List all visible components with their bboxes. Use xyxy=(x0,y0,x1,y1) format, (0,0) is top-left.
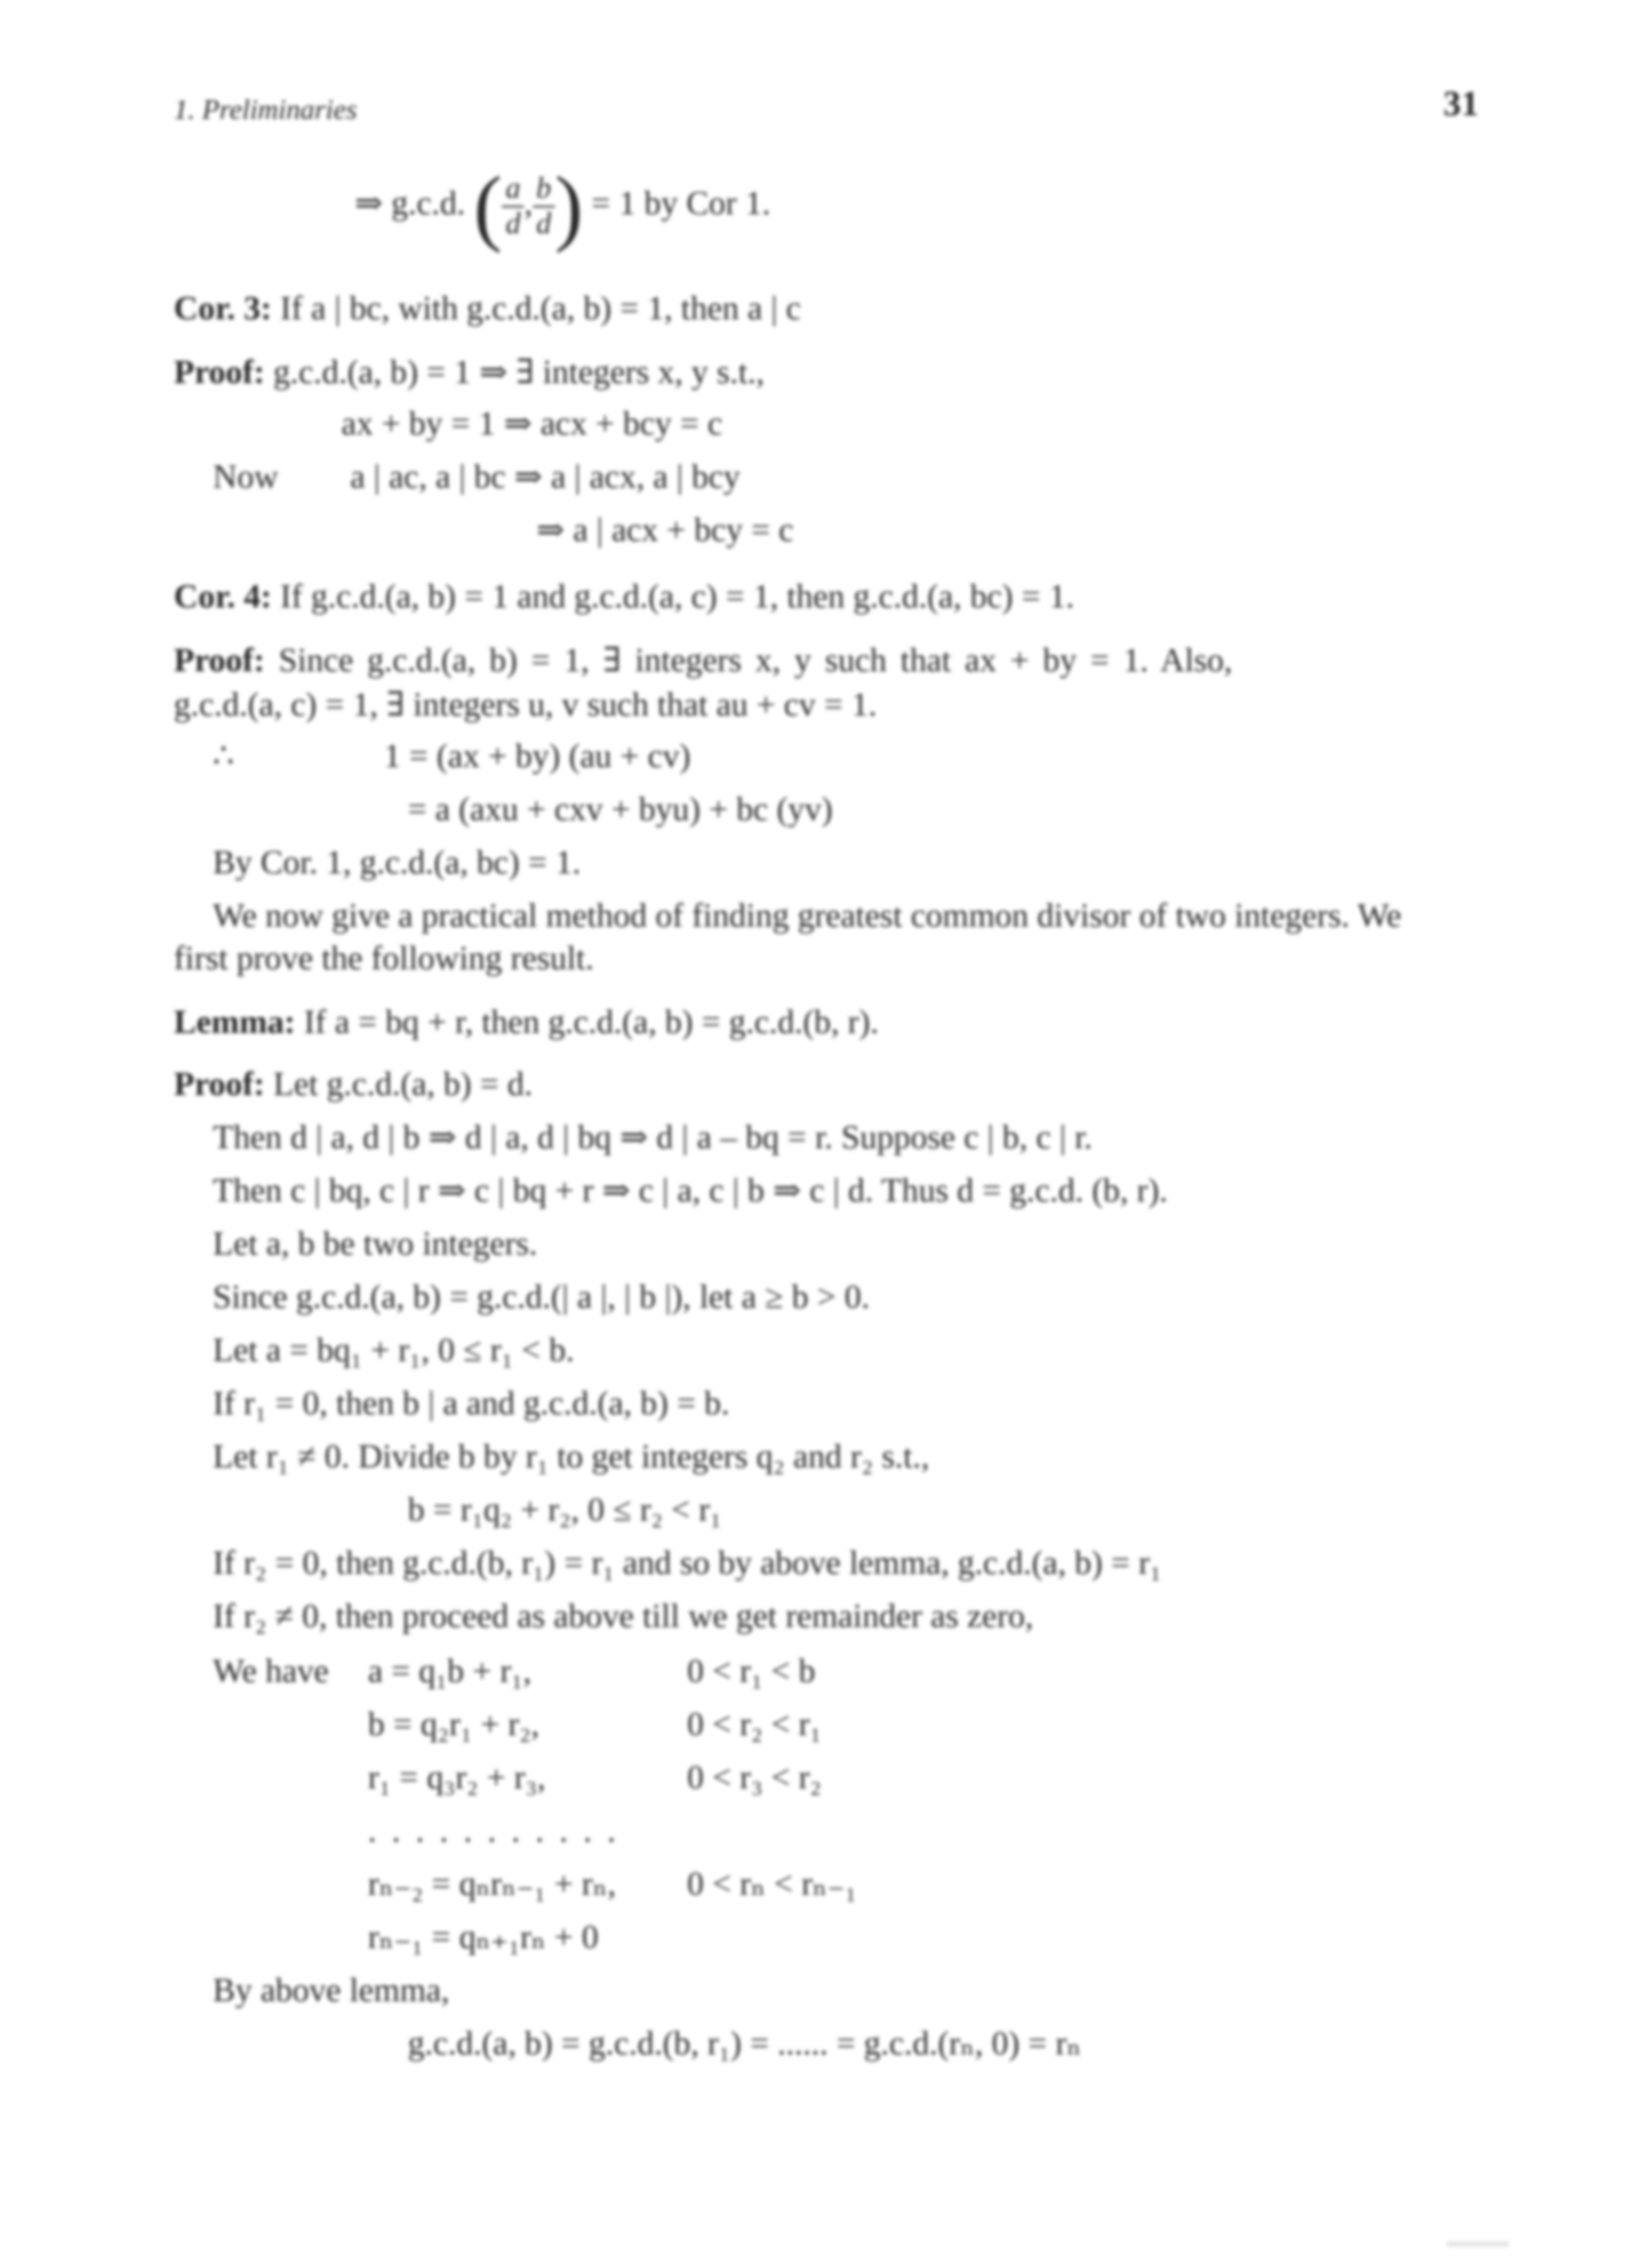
division-cond-2: 0 < r₂ < r₁ xyxy=(687,1706,822,1743)
division-cond-n: 0 < rₙ < rₙ₋₁ xyxy=(687,1865,857,1903)
division-eq-1: a = q₁b + r₁, xyxy=(368,1653,532,1690)
right-paren: ) xyxy=(554,159,583,254)
proof-3-line6: If r₁ = 0, then b | a and g.c.d.(a, b) = b. xyxy=(213,1385,730,1422)
ellipsis-row: . . . . . . . . . . . xyxy=(368,1812,620,1850)
proof-3-line10: If r₂ ≠ 0, then proceed as above till we get remainder as zero, xyxy=(213,1598,1034,1635)
division-eq-3: r₁ = q₃r₂ + r₃, xyxy=(368,1759,546,1796)
proof-2-conclusion: By Cor. 1, g.c.d.(a, bc) = 1. xyxy=(213,844,582,881)
page-number: 31 xyxy=(1443,83,1479,123)
proof-3-line5: Let a = bq₁ + r₁, 0 ≤ r₁ < b. xyxy=(213,1332,574,1369)
equation-gcd-fraction: ⇒ g.c.d. ( $\frac{a}{d}$ , $\frac{b}{d}$ ) = 1 by Cor 1. xyxy=(355,159,771,254)
division-cond-1: 0 < r₁ < b xyxy=(687,1653,816,1690)
paragraph-line-2: first prove the following result. xyxy=(174,940,594,977)
corollary-4: Cor. 4: If g.c.d.(a, b) = 1 and g.c.d.(a, c) = 1, then g.c.d.(a, bc) = 1. xyxy=(174,578,1074,615)
final-gcd-equation: g.c.d.(a, b) = g.c.d.(b, r₁) = ...... = g.c.d.(rₙ, 0) = rₙ xyxy=(408,2025,1082,2062)
proof-1-heading: Proof: g.c.d.(a, b) = 1 ⇒ ∃ integers x, y s.t., xyxy=(174,354,765,391)
paragraph-line-1: We now give a practical method of finding greatest common divisor of two integers. We xyxy=(213,897,1402,935)
by-lemma-label: By above lemma, xyxy=(213,1972,449,2009)
corner-mark xyxy=(1447,2241,1509,2247)
proof-3-line4: Since g.c.d.(a, b) = g.c.d.(| a |, | b |), let a ≥ b > 0. xyxy=(213,1279,870,1316)
left-paren: ( xyxy=(473,159,503,254)
proof-2-line2: g.c.d.(a, c) = 1, ∃ integers u, v such that au + cv = 1. xyxy=(174,686,877,723)
proof-3-line3: Let a, b be two integers. xyxy=(213,1225,538,1263)
division-eq-last: rₙ₋₁ = qₙ₊₁rₙ + 0 xyxy=(368,1919,599,1956)
proof-3-line9: If r₂ = 0, then g.c.d.(b, r₁) = r₁ and so by above lemma, g.c.d.(a, b) = r₁ xyxy=(213,1545,1162,1582)
division-eq-2: b = q₂r₁ + r₂, xyxy=(368,1706,540,1743)
lemma: Lemma: If a = bq + r, then g.c.d.(a, b) = g.c.d.(b, r). xyxy=(174,1004,879,1041)
division-cond-3: 0 < r₃ < r₂ xyxy=(687,1759,822,1796)
fraction-b-over-d: $\frac{b}{d}$ xyxy=(533,172,555,241)
division-eq-n: rₙ₋₂ = qₙrₙ₋₁ + rₙ, xyxy=(368,1865,616,1903)
proof-3-line2: Then c | bq, c | r ⇒ c | bq + r ⇒ c | a, c | b ⇒ c | d. Thus d = g.c.d. (b, r). xyxy=(213,1172,1168,1209)
proof-3-heading: Proof: Let g.c.d.(a, b) = d. xyxy=(174,1066,533,1103)
proof-3-line1: Then d | a, d | b ⇒ d | a, d | bq ⇒ d | a – bq = r. Suppose c | b, c | r. xyxy=(213,1119,1093,1156)
proof-3-line7: Let r₁ ≠ 0. Divide b by r₁ to get integers q₂ and r₂ s.t., xyxy=(213,1438,930,1475)
proof-2-eq2: = a (axu + cxv + byu) + bc (yv) xyxy=(408,791,833,828)
proof-1-eq2: a | ac, a | bc ⇒ a | acx, a | bcy xyxy=(350,458,740,496)
running-header: 1. Preliminaries xyxy=(174,93,357,125)
therefore-symbol: ∴ xyxy=(213,738,235,775)
proof-3-line8: b = r₁q₂ + r₂, 0 ≤ r₂ < r₁ xyxy=(408,1491,723,1529)
proof-2-eq1: 1 = (ax + by) (au + cv) xyxy=(384,738,691,775)
proof-1-now: Now xyxy=(213,458,278,496)
corollary-3: Cor. 3: If a | bc, with g.c.d.(a, b) = 1, then a | c xyxy=(174,290,801,327)
proof-2-heading: Proof: Since g.c.d.(a, b) = 1, ∃ integers x, y such that ax + by = 1. Also, xyxy=(174,642,1233,679)
proof-1-eq1: ax + by = 1 ⇒ acx + bcy = c xyxy=(341,405,723,442)
proof-1-eq3: ⇒ a | acx + bcy = c xyxy=(536,512,794,549)
fraction-a-over-d: $\frac{a}{d}$ xyxy=(502,172,524,241)
we-have-label: We have xyxy=(213,1653,329,1690)
